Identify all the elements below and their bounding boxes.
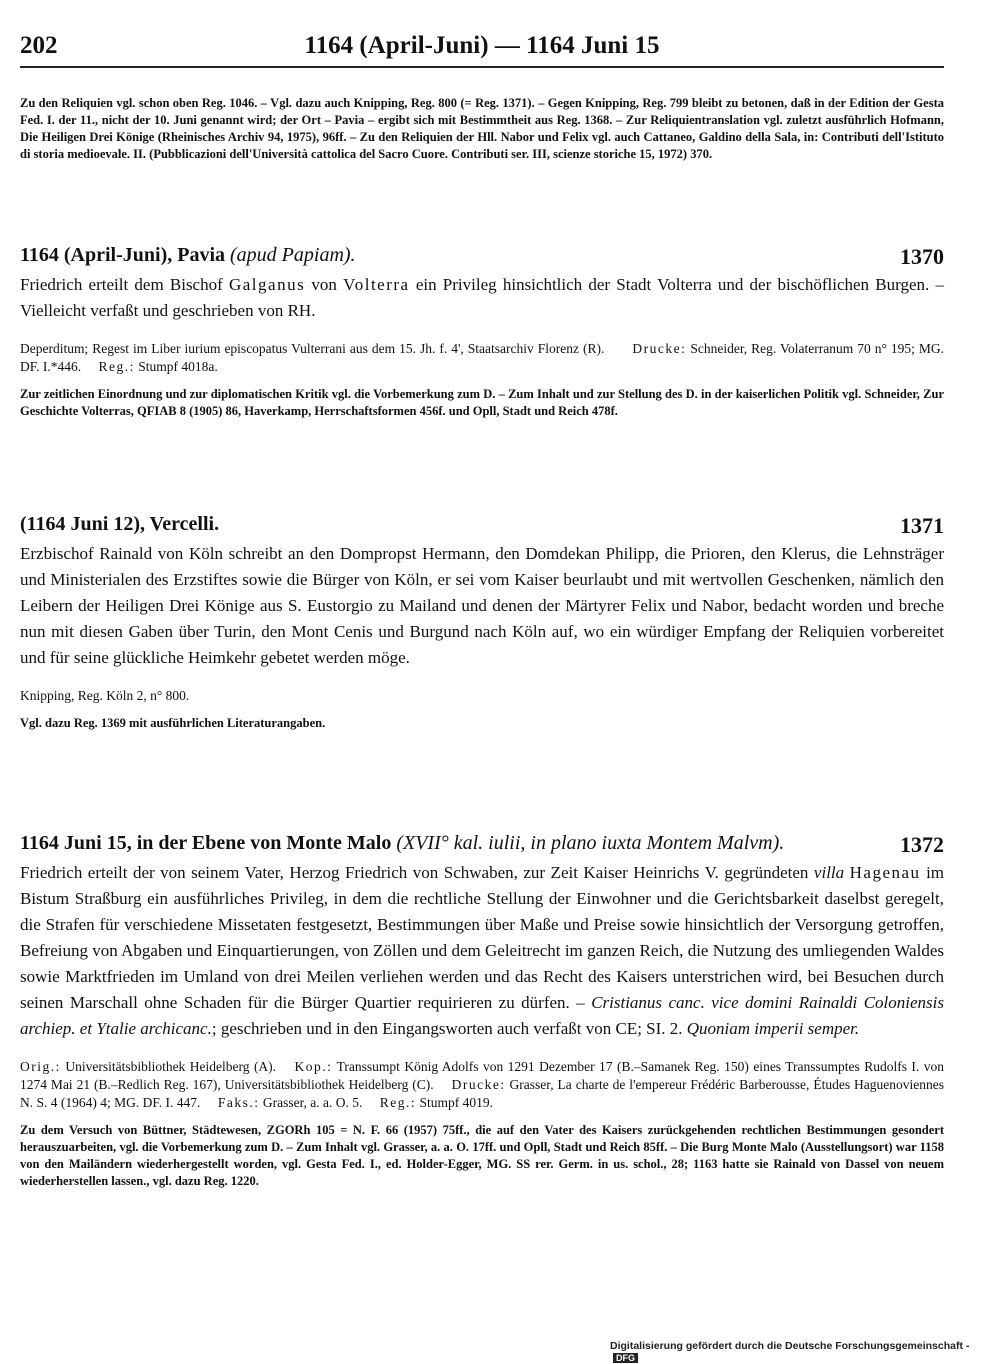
entry-note: Vgl. dazu Reg. 1369 mit ausführlichen Literaturangaben. [20,716,326,730]
entry-1372 [20,832,944,1190]
page-number: 202 [20,32,58,59]
sources-text: Deperditum; Regest im Liber iurium episcopatus Vulterrani aus dem 15. Jh. f. 4', Staatsarchiv Florenz (R). [20,341,605,356]
entry-note: Zur zeitlichen Einordnung und zur diplomatischen Kritik vgl. die Vorbemerkung zum D. – Zum Inhalt und zur Stellung des D. in der kaiserlichen Politik vgl. Schneider, Zur Geschichte Volterras, QFIAB 8 (1905) 86, Haverkamp, Herrschaftsformen 456f. und Opll, Stadt und Reich 478f. [20,387,944,418]
regest-latin: villa [813,863,845,882]
entry-date-place: 1164 (April-Juni), Pavia [20,244,226,266]
entry-heading [20,244,944,272]
regest-text: Friedrich erteilt der von seinem Vater, Herzog Friedrich von Schwaben, zur Zeit Kaiser Heinrichs V. gegründeten [20,863,809,882]
entry-heading [20,832,944,860]
regest-chancery: Cristianus canc. vice domini Rainaldi Coloniensis archiep. et Ytalie archicanc. [20,993,945,1038]
entry-date-place: 1164 Juni 15, in der Ebene von Monte Malo [20,832,392,854]
entry-sources: Knipping, Reg. Köln 2, n° 800. [20,688,190,703]
entry-number: 1371 [900,513,944,538]
entry-number: 1370 [900,244,944,269]
regest-text: ; geschrieben und in den Eingangsworten auch verfaßt von CE; SI. 2. [211,1019,683,1038]
entry-sources [20,1058,944,1112]
entry-1371 [20,513,944,732]
drucke-label: Drucke: [632,341,687,356]
entry-1370 [20,244,944,420]
entry-place-latin: (apud Papiam). [230,244,356,266]
sources-text: Grasser, La charte de l'empereur Frédéric Barberousse, Études Haguenoviennes N. S. 4 (1964) 4; MG. DF. I. 447. [20,1077,945,1110]
regest-place: Volterra [343,275,410,294]
entry-place-latin: (XVII° kal. iulii, in plano iuxta Montem Malvm). [396,832,785,854]
kop-label: Kop.: [294,1059,333,1074]
regest-incipit: Quoniam imperii semper. [686,1019,860,1038]
entry-heading [20,513,944,541]
entry-regest: Erzbischof Rainald von Köln schreibt an den Dompropst Hermann, den Domdekan Philipp, die Prioren, den Klerus, die Lehnsträger und Ministerialen des Erzstiftes sowie die Bürger von Köln, er sei vom Kaiser beurlaubt und mit wertvollen Geschenken, nämlich den Leibern der Heiligen Drei Könige aus S. Eustorgio zu Mailand und denen der Märtyrer Felix und Nabor, bedacht worden und breche nun mit diesen Gaben über Turin, den Mont Cenis und Burgund nach Köln auf, wo ein würdiger Empfang der Reliquien vorbereitet und für seine glückliche Heimkehr gebetet werden möge. [20,544,944,667]
regest-place: Hagenau [849,863,921,882]
entry-regest [20,860,944,1042]
dfg-logo: DFG [613,1353,638,1363]
sources-text: Schneider, Reg. Volaterranum 70 n° 195; MG. DF. I.*446. [20,341,945,374]
sources-text: Transsumpt König Adolfs von 1291 Dezember 17 (B.–Samanek Reg. 150) eines Transsumptes Rudolfs I. von 1274 Mai 21 (B.–Redlich Reg. 167), Universitätsbibliothek Heidelberg (C). [20,1059,945,1092]
sources-text: Universitätsbibliothek Heidelberg (A). [65,1059,277,1074]
entry-sources [20,340,944,376]
top-note: Zu den Reliquien vgl. schon oben Reg. 1046. – Vgl. dazu auch Knipping, Reg. 800 (= Reg. 1371). – Gegen Knipping, Reg. 799 bleibt zu betonen, daß in der Edition der Gesta Fed. I. der 11., nicht der 10. Juni genannt wird; der Ort – Pavia – ergibt sich mit Bestimmtheit aus Reg. 1368. – Zur Reliquientranslation vgl. zuletzt ausführlich Hofmann, Die Heiligen Drei Könige (Rheinisches Archiv 94, 1975), 96ff. – Zu den Reliquien der Hll. Nabor und Felix vgl. auch Cattaneo, Galdino della Sala, in: Contributi dell'Istituto di storia medioevale. II. (Pubblicazioni dell'Università cattolica del Sacro Cuore. Contributi ser. III, scienze storiche 15, 1972) 370. [20,96,944,161]
regest-text: Friedrich erteilt dem Bischof [20,275,223,294]
digitization-footer [610,1340,1000,1364]
regest-text: ein Privileg hinsichtlich der Stadt Volterra und der bischöflichen Burgen. – Vielleicht verfaßt und geschrieben von RH. [20,275,944,320]
sources-text: Stumpf 4019. [419,1095,494,1110]
sources-text: Grasser, a. a. O. 5. [262,1095,363,1110]
entry-regest [20,272,944,324]
entry-date-place: (1164 Juni 12), Vercelli. [20,513,220,535]
faks-label: Faks.: [217,1095,260,1110]
orig-label: Orig.: [20,1059,61,1074]
regest-text: von [311,275,337,294]
page-header [20,32,944,68]
sources-text: Stumpf 4018a. [138,359,218,374]
footer-text: Digitalisierung gefördert durch die Deutsche Forschungsgemeinschaft - [610,1340,970,1352]
reg-label: Reg.: [98,359,135,374]
regest-text: im Bistum Straßburg ein ausführliches Privileg, in dem die rechtliche Stellung der Einwohner und die Gerichtsbarkeit daselbst geregelt, die Strafen für verschiedene Missetaten festgesetzt, Bestimmungen über Maße und Preise sowie hinsichtlich der Versorgung getroffen, Befreiung von Abgaben und Einquartierungen, von Zöllen und dem Geleitrecht im ganzen Reich, die Nutzung des umliegenden Waldes sowie Marktfrieden im Umland von drei Meilen verliehen werden und das Recht des Kaisers unterstrichen wird, bei Besuchen durch seinen Marschall ohne Schaden für die Bürger Quartier requirieren zu dürfen. – [20,863,945,1012]
entry-note: Zu dem Versuch von Büttner, Städtewesen, ZGORh 105 = N. F. 66 (1957) 75ff., die auf den Vater des Kaisers zurückgehenden rechtlichen Bestimmungen gesondert herauszuarbeiten, vgl. die Vorbemerkung zum D. – Zum Inhalt vgl. Grasser, a. a. O. 17ff. und Opll, Stadt und Reich 85ff. – Die Burg Monte Malo (Ausstellungsort) war 1158 von den Mailändern wiederhergestellt worden, vgl. Gesta Fed. I., ed. Holder-Egger, MG. SS rer. Germ. in us. schol., 28; 1163 hatte sie Rainald von Dassel von neuem wiederherstellen lassen., vgl. dazu Reg. 1220. [20,1123,944,1188]
entry-number: 1372 [900,832,944,857]
reg-label: Reg.: [379,1095,417,1110]
drucke-label: Drucke: [451,1077,506,1092]
running-title: 1164 (April-Juni) — 1164 Juni 15 [304,32,660,59]
regest-name: Galganus [228,275,306,294]
